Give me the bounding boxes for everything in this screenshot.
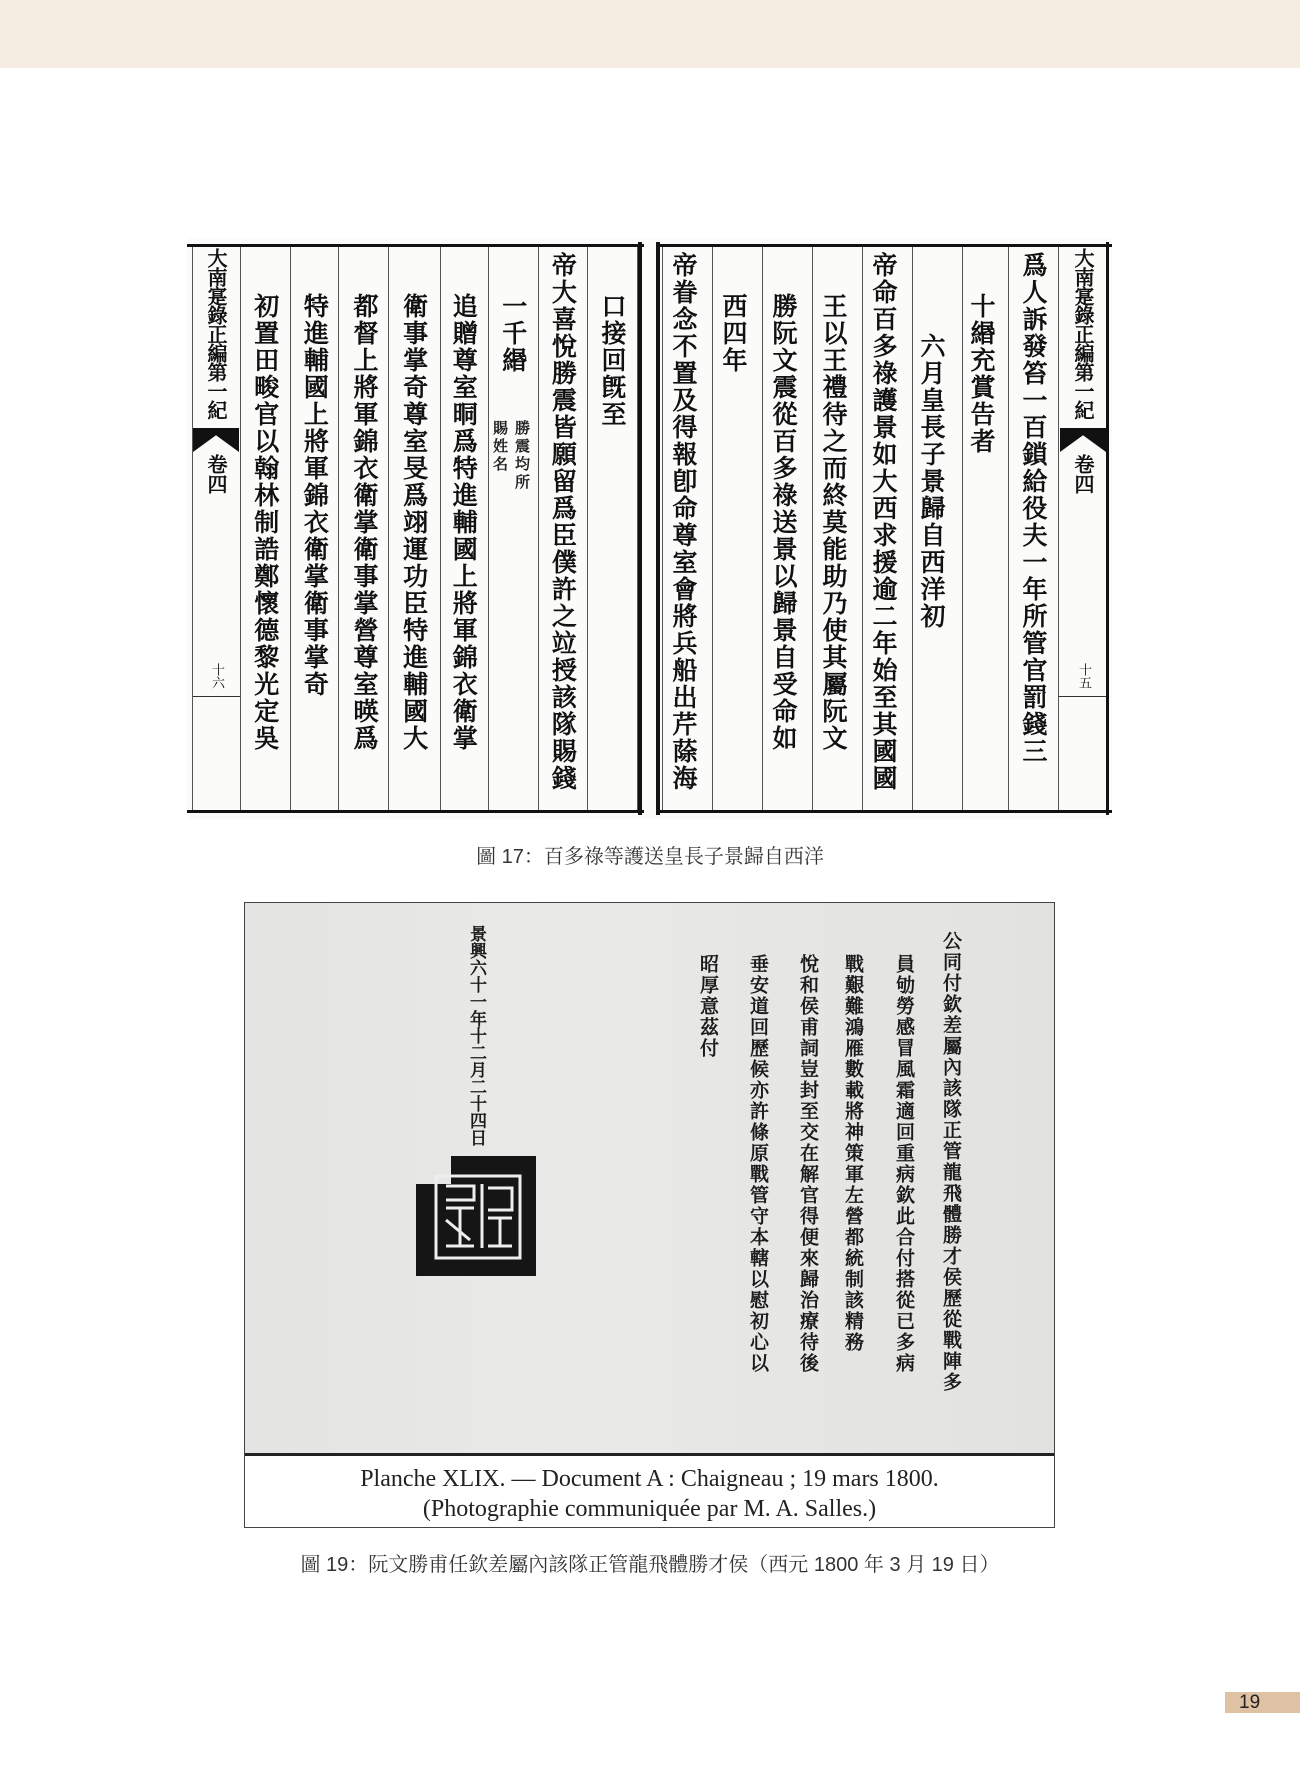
- juan-label: 卷四: [1071, 454, 1095, 494]
- interlinear-note: [490, 420, 532, 492]
- page-number-tab: [1225, 1692, 1300, 1713]
- folio-rule: [193, 696, 240, 697]
- manuscript-column: 公同付欽差屬內該隊正管龍飛體勝才侯歷從戰陣多: [940, 931, 962, 1393]
- figure-17-woodblock-image: [187, 238, 1112, 819]
- plate-caption-line2: (Photographie communiquée par M. A. Salles.): [422, 1496, 877, 1522]
- figure-17-caption: 圖 17：百多祿等護送皇長子景歸自西洋: [476, 846, 824, 868]
- figure-19-photo: [244, 902, 1055, 1528]
- woodblock-left-page: [187, 238, 644, 819]
- column-rule: [338, 247, 339, 810]
- text-column: 追贈尊室晍爲特進輔國上將軍錦衣衛掌: [449, 292, 479, 752]
- photo-bottom-rule: [245, 1453, 1054, 1456]
- folio-rule: [1058, 696, 1106, 697]
- page-number: 19: [1239, 1692, 1261, 1713]
- fold-border: [638, 242, 642, 815]
- text-column: 都督上將軍錦衣衛掌衛事掌營尊室暎爲: [350, 292, 379, 752]
- text-column: 王以王禮待之而終莫能助乃使其屬阮文: [819, 292, 848, 752]
- column-rule: [1008, 247, 1009, 810]
- plate-caption-line1: Planche XLIX. — Document A : Chaigneau ; 19 mars 1800.: [360, 1466, 939, 1492]
- margin-title: 大南寔錄正編第一紀: [204, 248, 228, 419]
- text-column: 特進輔國上將軍錦衣衛掌衛事掌奇: [300, 292, 330, 698]
- note-line: 賜姓名: [491, 420, 509, 474]
- text-column: 西四年: [719, 292, 748, 374]
- text-column: 帝眷念不置及得報卽命尊室會將兵船出芹蒢海: [669, 252, 698, 792]
- fishtail-mark: [1060, 428, 1106, 452]
- column-rule: [587, 247, 588, 810]
- figure-19-caption: 圖 19：阮文勝甫任欽差屬內該隊正管龍飛體勝才侯（西元 1800 年 3 月 19 日）: [300, 1554, 1000, 1576]
- text-column: 帝大喜悅勝震皆願留爲臣僕許之竝授該隊賜錢: [548, 252, 578, 792]
- date-column: 景興六十一年十二月二十四日: [466, 925, 486, 1146]
- manuscript-image: [245, 903, 1054, 1455]
- margin-title: 大南寔錄正編第一紀: [1071, 248, 1095, 419]
- outer-border: [1106, 242, 1109, 815]
- frame-line: [187, 244, 644, 247]
- seal-stamp: [416, 1156, 538, 1276]
- header-band: [0, 0, 1300, 68]
- text-column: 爲人訴發笞一百鎖給役夫一年所管官罰錢三: [1019, 252, 1048, 765]
- text-column: 帝命百多祿護景如大西求援逾二年始至其國國: [869, 252, 898, 792]
- text-column: 口接回旣至: [598, 292, 627, 428]
- text-column: 初置田畯官以翰林制誥鄭懷德黎光定吳: [250, 292, 280, 752]
- frame-line: [187, 810, 644, 813]
- text-column: 六月皇長子景歸自西洋初: [917, 333, 946, 630]
- frame-line: [656, 810, 1112, 813]
- manuscript-column: 昭厚意茲付: [697, 954, 719, 1059]
- column-rule: [388, 247, 389, 810]
- folio-number: 十五: [1076, 663, 1091, 689]
- column-rule: [637, 247, 638, 810]
- text-column: 一千緡: [498, 292, 528, 374]
- folio-number: 十六: [209, 663, 224, 689]
- note-line: 勝震均所: [513, 420, 531, 492]
- manuscript-column: 員劬勞感冒風霜適回重病欽此合付搭從已多病: [893, 954, 915, 1374]
- manuscript-column: 垂安道回歷候亦許條原戰管守本轄以慰初心以: [747, 954, 769, 1374]
- manuscript-column: 戰艱難鴻雁數載將神策軍左營都統制該精務: [842, 954, 864, 1353]
- text-column: 十緡充賞告者: [967, 292, 996, 455]
- fishtail-mark: [193, 428, 239, 452]
- juan-label: 卷四: [204, 454, 228, 494]
- column-rule: [1058, 247, 1059, 810]
- frame-line: [656, 244, 1112, 247]
- woodblock-right-page: [656, 238, 1112, 819]
- text-column: 勝阮文震從百多祿送景以歸景自受命如: [769, 292, 798, 752]
- text-column: 衛事掌奇尊室旻爲翊運功臣特進輔國大: [399, 292, 429, 752]
- manuscript-column: 悅和侯甫詞豈封至交在解官得便來歸治療待後: [797, 954, 819, 1374]
